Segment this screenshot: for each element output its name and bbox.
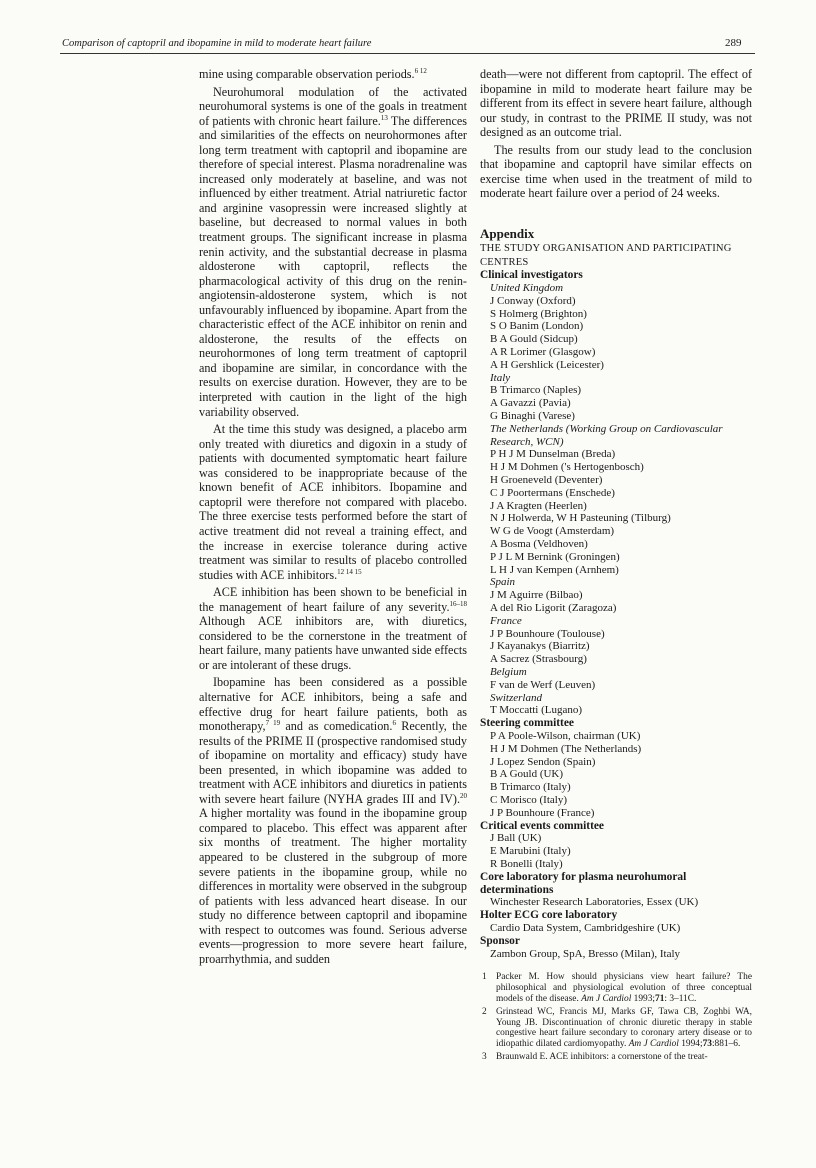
page-number: 289 [725, 37, 742, 49]
left-column [199, 67, 467, 969]
running-title: Comparison of captopril and ibopamine in mild to moderate heart failure [62, 38, 372, 49]
paragraph: mine using comparable observation periods.$^{6 12}$ [199, 67, 427, 81]
country-label: Italy [490, 371, 511, 384]
investigator-entry: J Conway (Oxford) [490, 294, 576, 307]
header-rule [60, 53, 755, 54]
investigator-entry: A R Lorimer (Glasgow) [490, 346, 596, 359]
citation: 13 [380, 113, 388, 122]
investigator-entry: B Trimarco (Naples) [490, 384, 582, 397]
committee-member: B Trimarco (Italy) [490, 781, 571, 794]
right-column [480, 67, 752, 1066]
core-laboratory-heading: Core laboratory for plasma neurohumoral determinations [480, 870, 687, 896]
investigator-entry: S O Banim (London) [490, 320, 584, 333]
investigator-entry: A H Gershlick (Leicester) [490, 358, 604, 371]
investigator-entry: H J M Dohmen ('s Hertogenbosch) [490, 461, 644, 474]
clinical-investigators-heading: Clinical investigators [480, 269, 583, 282]
organisation-entry: Winchester Research Laboratories, Essex (UK) [490, 896, 699, 909]
citation: 6 12 [414, 67, 427, 75]
committee-member: C Morisco (Italy) [490, 793, 567, 806]
investigator-entry: P H J M Dunselman (Breda) [490, 448, 616, 461]
reference-item [480, 972, 752, 1004]
committee-member: H J M Dohmen (The Netherlands) [490, 742, 642, 755]
critical-events-heading: Critical events committee [480, 819, 604, 832]
investigator-entry: J P Bounhoure (Toulouse) [490, 627, 605, 640]
core-laboratory-list [480, 896, 752, 909]
clinical-investigators-list [480, 282, 752, 717]
country-label: France [490, 614, 522, 627]
organisation-entry: Zambon Group, SpA, Bresso (Milan), Italy [490, 947, 681, 960]
country-label: Switzerland [490, 691, 542, 704]
reference-number: 2 [482, 1007, 487, 1018]
investigator-entry: J Kayanakys (Biarritz) [490, 640, 590, 653]
citation: 7 19 [265, 719, 281, 728]
citation: 20 [460, 791, 467, 800]
country-label: Spain [490, 576, 516, 589]
investigator-entry: C J Poortermans (Enschede) [490, 486, 615, 499]
paragraph: ACE inhibition has been shown to be beneficial in the management of heart failure of any severity.$^{16-18}$ Although ACE inhibitors are, with diuretics, considered to be the cornerstone in the treatment of heart failure, many patients have unwanted side effects or are intolerant of these drugs. [199, 585, 467, 672]
volume-number: 71 [655, 993, 665, 1004]
citation: 16–18 [449, 599, 467, 608]
investigator-entry: F van de Werf (Leuven) [490, 678, 596, 691]
investigator-entry: B A Gould (Sidcup) [490, 333, 578, 346]
paragraph: death—were not different from captopril. The effect of ibopamine in mild to moderate heart failure may be different from its effect in severe heart failure, although our study, in contrast to the PRIME II study, was not designed as an outcome trial. [480, 67, 752, 140]
investigator-entry: W G de Voogt (Amsterdam) [490, 525, 615, 538]
investigator-entry: H Groeneveld (Deventer) [490, 474, 603, 487]
steering-committee-heading: Steering committee [480, 717, 574, 730]
investigator-entry: P J L M Bernink (Groningen) [490, 550, 620, 563]
paragraph: The results from our study lead to the conclusion that ibopamine and captopril have similar effects on exercise time when used in the treatment of mild to moderate heart failure over a period of 24 weeks. [480, 142, 752, 201]
organisation-entry: Cardio Data System, Cambridgeshire (UK) [490, 921, 681, 934]
investigator-entry: A Gavazzi (Pavia) [490, 397, 571, 410]
citation: 6 [392, 719, 396, 728]
investigator-entry: L H J van Kempen (Arnhem) [490, 563, 619, 576]
reference-text: Braunwald E. ACE inhibitors: a cornerstone of the treat- [496, 1052, 708, 1063]
steering-committee-list [480, 730, 752, 820]
paragraph: Ibopamine has been considered as a possible alternative for ACE inhibitors, being a safe and effective drug for heart failure patients, both as monotherapy,$^{7 19}$ and as comedication.$^6$ Recently, the results of the PRIME II (prospective randomised study of ibopamine on mortality and efficacy) study have been presented, in which ibopamine was added to treatment with ACE inhibitors and diuretics in patients with severe heart failure (NYHA grades III and IV).$^{20}$ A higher mortality was found in the ibopamine group compared to placebo. This effect was apparent after six months of treatment. The higher mortality appeared to be clustered in the subgroup of more severe patients in the ibopamine group, while no differences in mortality were observed in the subgroup of patients with less advanced heart disease. In our study no difference between captopril and ibopamine with respect to outcomes was found. Serious adverse events—progression to more severe heart failure, proarrhythmia, and sudden [199, 675, 468, 966]
reference-item [480, 1052, 752, 1063]
investigator-entry: G Binaghi (Varese) [490, 410, 575, 423]
critical-events-list [480, 832, 752, 870]
volume-number: 73 [702, 1038, 712, 1049]
references-list [480, 972, 752, 1063]
investigator-entry: J M Aguirre (Bilbao) [490, 589, 583, 602]
reference-number: 1 [482, 972, 487, 983]
committee-member: J P Bounhoure (France) [490, 806, 595, 819]
investigator-entry: N J Holwerda, W H Pasteuning (Tilburg) [490, 512, 671, 525]
country-label: Belgium [490, 665, 527, 678]
investigator-entry: T Moccatti (Lugano) [490, 704, 583, 717]
investigator-entry: S Holmerg (Brighton) [490, 307, 587, 320]
journal-name: Am J Cardiol [581, 993, 632, 1004]
investigator-entry: J A Kragten (Heerlen) [490, 499, 587, 512]
country-label: United Kingdom [490, 282, 564, 295]
sponsor-list [480, 948, 752, 961]
investigator-entry: A Sacrez (Strasbourg) [490, 653, 587, 666]
committee-member: P A Poole-Wilson, chairman (UK) [490, 729, 641, 742]
appendix-heading: Appendix [480, 225, 535, 241]
investigator-entry: A del Rio Ligorit (Zaragoza) [490, 602, 617, 614]
reference-item [480, 1007, 752, 1049]
country-label: The Netherlands (Working Group on Cardiovascular Research, WCN) [490, 422, 723, 448]
committee-member: J Lopez Sendon (Spain) [490, 755, 596, 768]
citation: 12 14 15 [337, 567, 362, 576]
reference-text: Grinstead WC, Francis MJ, Marks GF, Tawa CB, Zoghbi WA, Young JB. Discontinuation of chronic diuretic therapy in stable congestive heart failure secondary to coronary artery disease or to idiopathic dilated cardiomyopathy. Am J Cardiol 1994;73:881–6. [496, 1007, 752, 1049]
appendix-subheading: THE STUDY ORGANISATION AND PARTICIPATING CENTRES [480, 243, 732, 268]
committee-member: E Marubini (Italy) [490, 845, 571, 858]
committee-member: R Bonelli (Italy) [490, 857, 563, 870]
investigator-entry: A Bosma (Veldhoven) [490, 538, 588, 551]
journal-name: Am J Cardiol [628, 1038, 679, 1049]
reference-number: 3 [482, 1052, 487, 1063]
reference-text: Packer M. How should physicians view heart failure? The philosophical and physiological evolution of three conceptual models of the disease. Am J Cardiol 1993;71: 3–11C. [496, 972, 752, 1004]
committee-member: B A Gould (UK) [490, 768, 564, 781]
paragraph: Neurohumoral modulation of the activated neurohumoral systems is one of the goals in treatment of patients with chronic heart failure.$^{13}$ The differences and similarities of the effects on neurohormones after long term treatment with captopril and ibopamine are therefore of special interest. Plasma noradrenaline was increased only moderately at baseline, and was not influenced by either treatment. Atrial natriuretic factor and arginine vasopressin were increased slightly at baseline, but decreased to normal values in both treatment groups. The significant increase in plasma renin activity, and the substantial decrease in plasma aldosterone with captopril, reflects the pharmacological activity of this drug on the renin-angiotensin-aldosterone system, which is not unfavourably influenced by ibopamine. Apart from the characteristic effect of the ACE inhibitor on renin and aldosterone, the results of the effects on neurohormones of long term treatment of captopril and ibopamine are similar, in concordance with the results on exercise duration. However, they are to be interpreted with caution in the light of the high variability observed. [199, 84, 468, 419]
paragraph: At the time this study was designed, a placebo arm only treated with diuretics and digoxin in a study of patients with documented symptomatic heart failure was considered to be inappropriate because of the known benefit of ACE inhibitors. Ibopamine and captopril were therefore not compared with placebo. The three exercise tests performed before the start of active treatment did not reveal a training effect, and the increase in exercise tolerance during active treatment was similar to results of placebo controlled studies with ACE inhibitors.$^{12 14 15}$ [199, 422, 467, 582]
holter-lab-list [480, 922, 752, 935]
sponsor-heading: Sponsor [480, 934, 520, 947]
committee-member: J Ball (UK) [490, 832, 542, 845]
holter-lab-heading: Holter ECG core laboratory [480, 909, 618, 922]
